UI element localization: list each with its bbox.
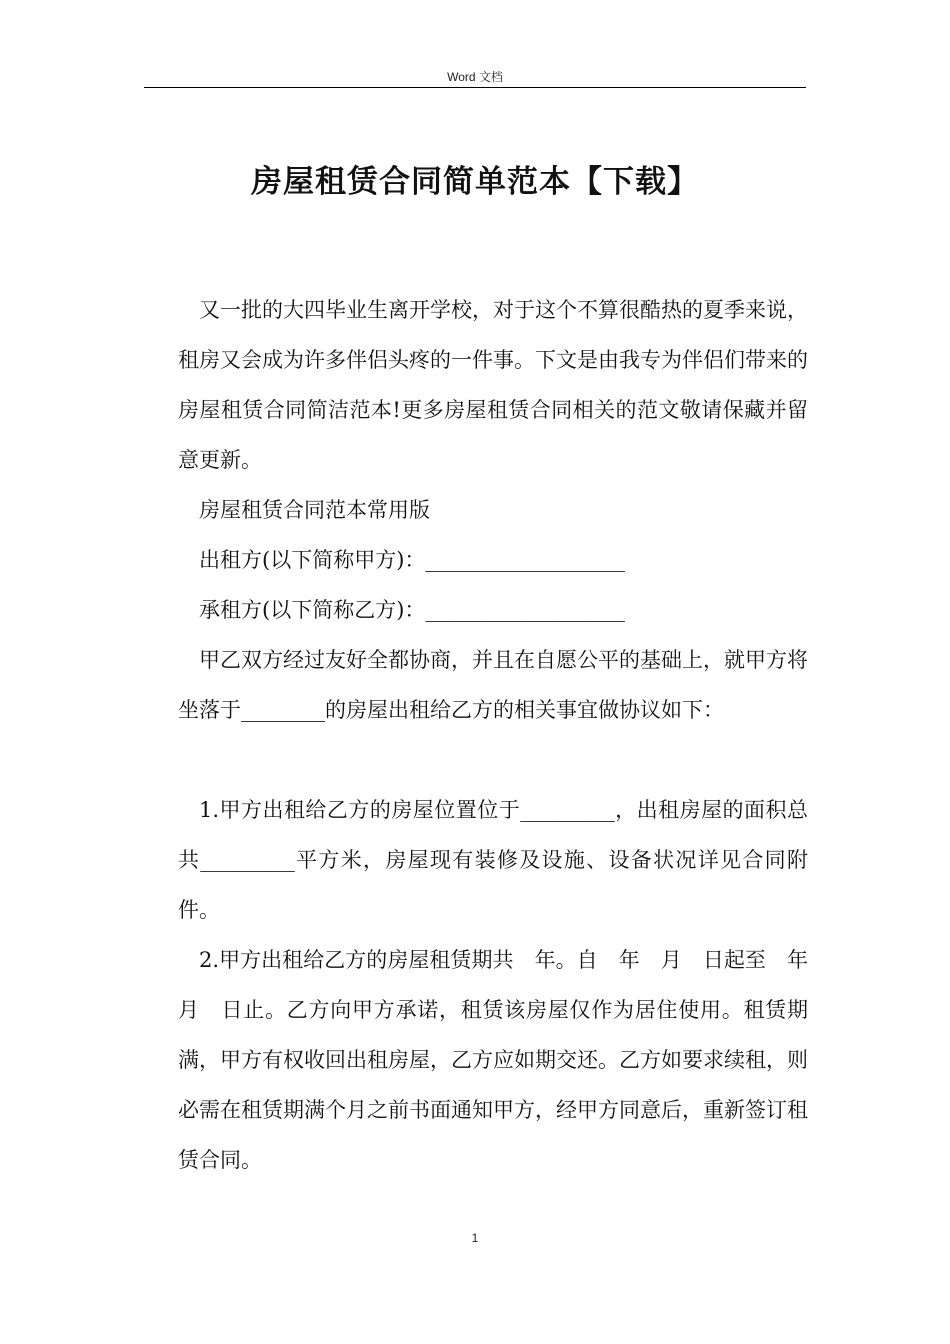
clause-1: 1.甲方出租给乙方的房屋位置位于_________，出租房屋的面积总共_________平方米，房屋现有装修及设施、设备状况详见合同附件。 (178, 798, 808, 922)
document-body (178, 285, 829, 1185)
page-header-label: Word 文档 (447, 70, 503, 84)
intro-paragraph: 又一批的大四毕业生离开学校，对于这个不算很酷热的夏季来说，租房又会成为许多伴侣头疼的一件事。下文是由我专为伴侣们带来的房屋租赁合同简洁范本!更多房屋租赁合同相关的范文敬请保藏并留意更新。 (178, 298, 808, 472)
header-divider (144, 87, 806, 88)
page-number: 1 (471, 1231, 479, 1245)
paragraph-spacer (178, 735, 808, 785)
agreement-preamble: 甲乙双方经过友好全都协商，并且在自愿公平的基础上，就甲方将坐落于________的房屋出租给乙方的相关事宜做协议如下： (178, 648, 808, 722)
document-title: 房屋租赁合同简单范本【下载】 (251, 164, 699, 200)
lessor-line: 出租方(以下简称甲方)：___________________ (199, 548, 625, 572)
clause-2: 2.甲方出租给乙方的房屋租赁期共 年。自 年 月 日起至 年 月 日止。乙方向甲方承诺，租赁该房屋仅作为居住使用。租赁期满，甲方有权收回出租房屋，乙方应如期交还。乙方如要求续租，则必需在租赁期满个月之前书面通知甲方，经甲方同意后，重新签订租赁合同。 (178, 948, 829, 1172)
contract-heading: 房屋租赁合同范本常用版 (199, 498, 430, 522)
lessee-line: 承租方(以下简称乙方)：___________________ (199, 598, 625, 622)
